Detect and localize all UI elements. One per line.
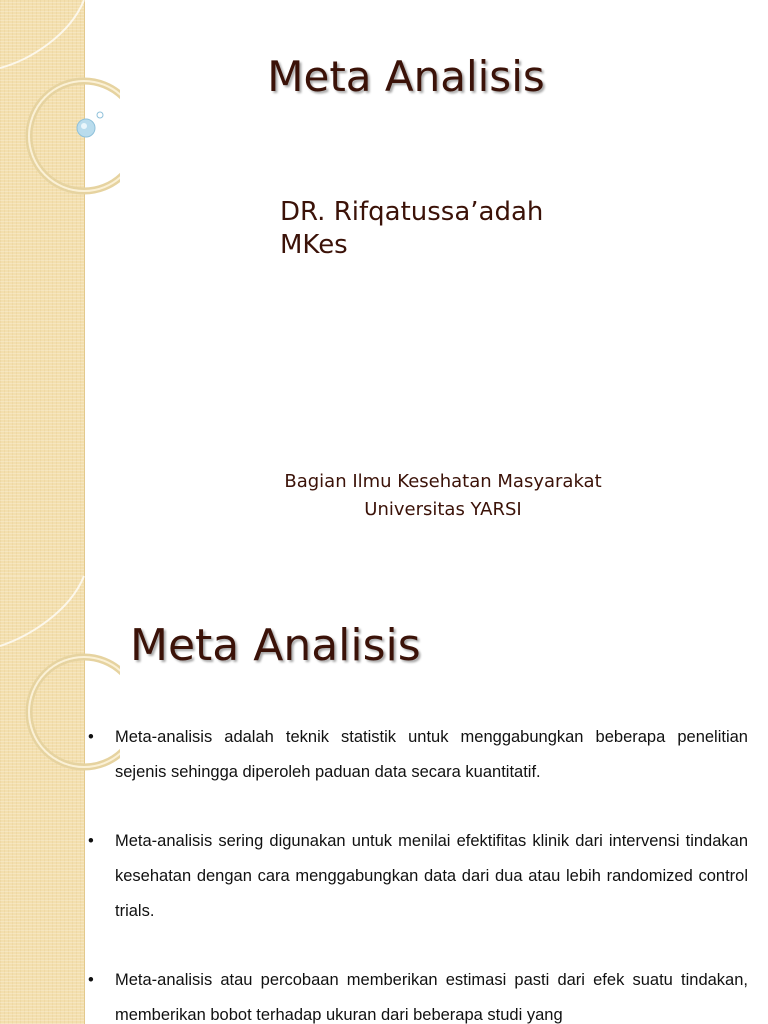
slide-title: Meta Analisis [267,52,545,101]
bullet-icon: • [88,971,94,989]
bullet-list [88,720,748,1024]
slide-title: Meta Analisis [130,620,421,671]
bullet-text: Meta-analisis adalah teknik statistik untuk menggabungkan beberapa penelitian sejenis sehingga diperoleh paduan data secara kuantitatif. [115,728,748,781]
affiliation-university: Universitas YARSI [364,499,522,520]
affiliation [200,468,686,524]
affiliation-department: Bagian Ilmu Kesehatan Masyarakat [284,471,602,492]
bullet-icon: • [88,728,94,746]
bullet-icon: • [88,832,94,850]
content-slide [0,576,768,1024]
author-line: DR. Rifqatussa’adah [280,197,544,227]
bullet-text: Meta-analisis atau percobaan memberikan estimasi pasti dari efek suatu tindakan, memberikan bobot terhadap ukuran dari beberapa studi yang [115,971,748,1024]
bullet-text: Meta-analisis sering digunakan untuk menilai efektifitas klinik dari intervensi tindakan kesehatan dengan cara menggabungkan data dari dua atau lebih randomized control trials. [115,832,748,920]
author-name [280,196,543,262]
bullet-item [88,824,748,929]
bullet-item [88,720,748,790]
bullet-item [88,963,748,1024]
author-degree: MKes [280,230,348,260]
